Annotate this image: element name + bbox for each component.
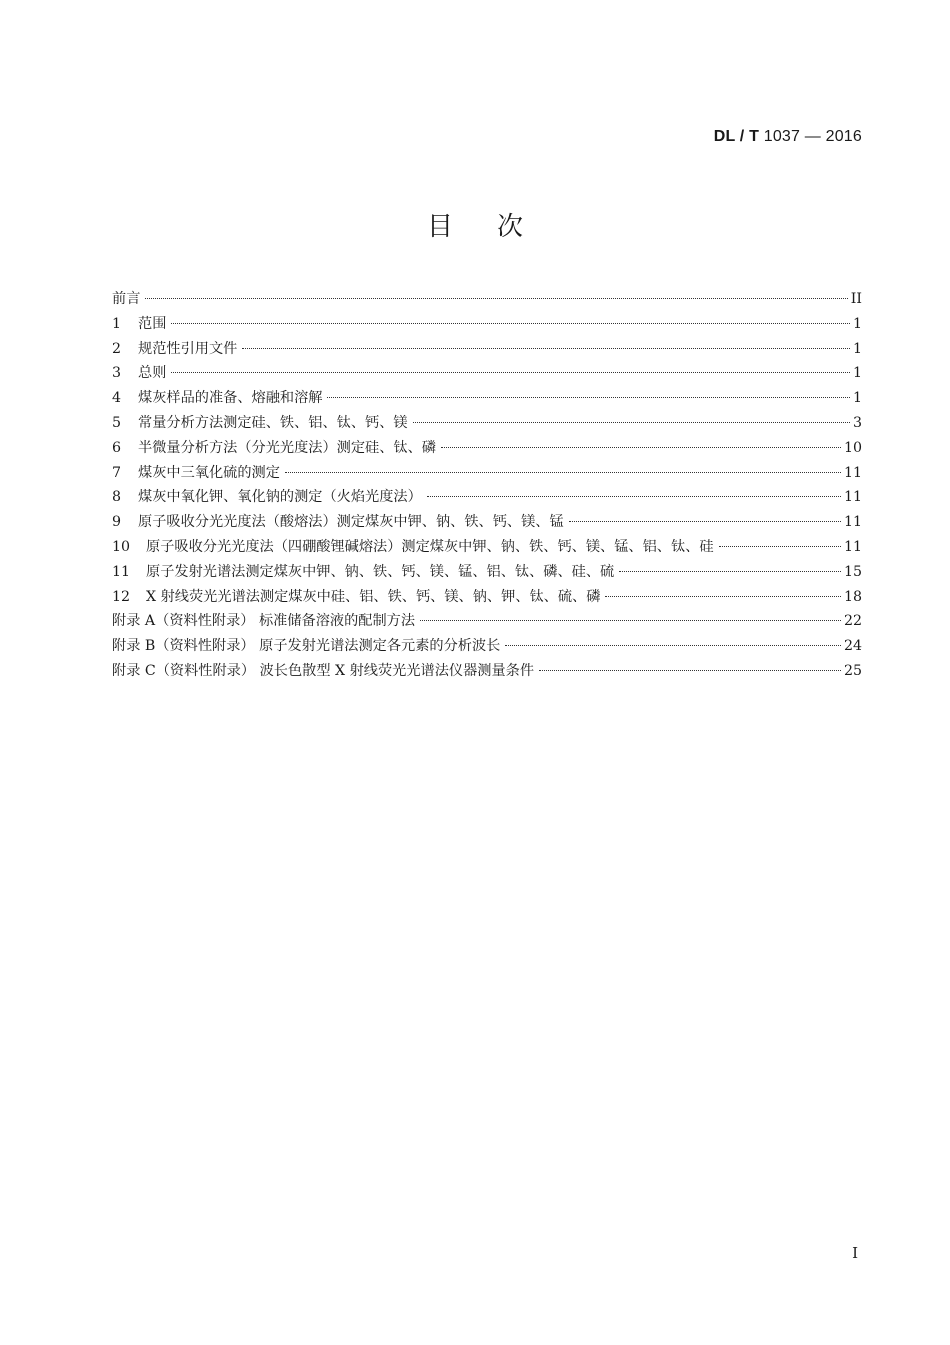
toc-entry-page: 1	[852, 340, 862, 357]
toc-entry-label: X 射线荧光光谱法测定煤灰中硅、铝、铁、钙、镁、钠、钾、钛、硫、磷	[146, 588, 601, 605]
toc-entry-label: 前言	[112, 291, 141, 307]
toc-entry-number: 3	[112, 365, 122, 382]
toc-entry-label: 附录 C（资料性附录） 波长色散型 X 射线荧光光谱法仪器测量条件	[112, 662, 535, 679]
toc-title: 目次	[426, 212, 567, 242]
table-of-contents	[112, 288, 862, 685]
toc-entry[interactable]	[112, 635, 862, 660]
toc-entry[interactable]	[112, 561, 862, 586]
toc-entry-page: 22	[843, 613, 862, 630]
toc-entry-label: 范围	[138, 315, 167, 332]
toc-entry-page: II	[850, 291, 862, 307]
toc-entry-label: 原子吸收分光光度法（酸熔法）测定煤灰中钾、钠、铁、钙、镁、锰	[138, 514, 564, 531]
toc-leader-dots	[539, 670, 841, 671]
toc-entry-page: 25	[843, 662, 862, 679]
toc-entry-number: 2	[112, 340, 122, 357]
toc-entry-number: 6	[112, 439, 122, 456]
toc-entry-label: 附录 A（资料性附录） 标准储备溶液的配制方法	[112, 613, 416, 630]
toc-entry[interactable]	[112, 387, 862, 412]
toc-entry-page: 1	[852, 390, 862, 407]
toc-entry-label: 煤灰中氧化钾、氧化钠的测定（火焰光度法）	[138, 489, 422, 506]
toc-entry-page: 11	[843, 464, 862, 481]
toc-leader-dots	[427, 496, 841, 497]
toc-leader-dots	[569, 521, 841, 522]
toc-entry-number: 4	[112, 390, 122, 407]
toc-leader-dots	[420, 620, 841, 621]
toc-entry-label: 原子吸收分光光度法（四硼酸锂碱熔法）测定煤灰中钾、钠、铁、钙、镁、锰、铝、钛、硅	[146, 538, 714, 555]
toc-entry[interactable]	[112, 511, 862, 536]
toc-leader-dots	[327, 397, 850, 398]
toc-entry[interactable]	[112, 412, 862, 437]
toc-leader-dots	[285, 472, 841, 473]
toc-entry[interactable]	[112, 288, 862, 313]
toc-entry-number: 7	[112, 464, 122, 481]
standard-code	[714, 128, 862, 146]
toc-entry-label: 煤灰中三氧化硫的测定	[138, 464, 280, 481]
toc-entry-label: 半微量分析方法（分光光度法）测定硅、钛、磷	[138, 439, 436, 456]
toc-entry[interactable]	[112, 660, 862, 685]
toc-entry[interactable]	[112, 338, 862, 363]
toc-leader-dots	[171, 372, 850, 373]
toc-leader-dots	[619, 571, 841, 572]
toc-entry-label: 常量分析方法测定硅、铁、铝、钛、钙、镁	[138, 414, 408, 431]
toc-entry-page: 10	[843, 439, 862, 456]
toc-entry[interactable]	[112, 313, 862, 338]
toc-entry-number: 9	[112, 514, 122, 531]
toc-entry[interactable]	[112, 437, 862, 462]
toc-entry[interactable]	[112, 586, 862, 611]
toc-leader-dots	[413, 422, 850, 423]
toc-leader-dots	[242, 348, 850, 349]
toc-entry-page: 18	[843, 588, 862, 605]
toc-entry-page: 11	[843, 514, 862, 531]
toc-entry-number: 10	[112, 538, 131, 555]
toc-leader-dots	[505, 645, 841, 646]
toc-entry[interactable]	[112, 362, 862, 387]
toc-entry-page: 11	[843, 538, 862, 555]
toc-leader-dots	[171, 323, 850, 324]
toc-entry-label: 附录 B（资料性附录） 原子发射光谱法测定各元素的分析波长	[112, 638, 501, 655]
toc-entry-page: 1	[852, 365, 862, 382]
page-number: I	[852, 1244, 858, 1262]
toc-entry[interactable]	[112, 486, 862, 511]
toc-entry-page: 15	[843, 563, 862, 580]
toc-entry[interactable]	[112, 462, 862, 487]
toc-entry-label: 原子发射光谱法测定煤灰中钾、钠、铁、钙、镁、锰、铝、钛、磷、硅、硫	[146, 563, 615, 580]
toc-leader-dots	[605, 596, 841, 597]
toc-entry-label: 煤灰样品的准备、熔融和溶解	[138, 390, 323, 407]
toc-entry-label: 规范性引用文件	[138, 340, 238, 357]
toc-entry-number: 5	[112, 414, 122, 431]
toc-entry[interactable]	[112, 536, 862, 561]
toc-entry-page: 3	[852, 414, 862, 431]
toc-entry-number: 12	[112, 588, 131, 605]
toc-entry-page: 24	[843, 638, 862, 655]
standard-number: 1037 — 2016	[763, 128, 862, 145]
toc-leader-dots	[719, 546, 841, 547]
toc-entry-page: 11	[843, 489, 862, 506]
standard-prefix: DL / T	[713, 128, 760, 145]
toc-entry-number: 1	[112, 315, 122, 332]
toc-entry-page: 1	[852, 315, 862, 332]
toc-entry[interactable]	[112, 610, 862, 635]
toc-leader-dots	[145, 298, 847, 299]
toc-entry-number: 11	[112, 563, 131, 580]
toc-leader-dots	[441, 447, 841, 448]
toc-entry-label: 总则	[138, 365, 167, 382]
toc-entry-number: 8	[112, 489, 122, 506]
